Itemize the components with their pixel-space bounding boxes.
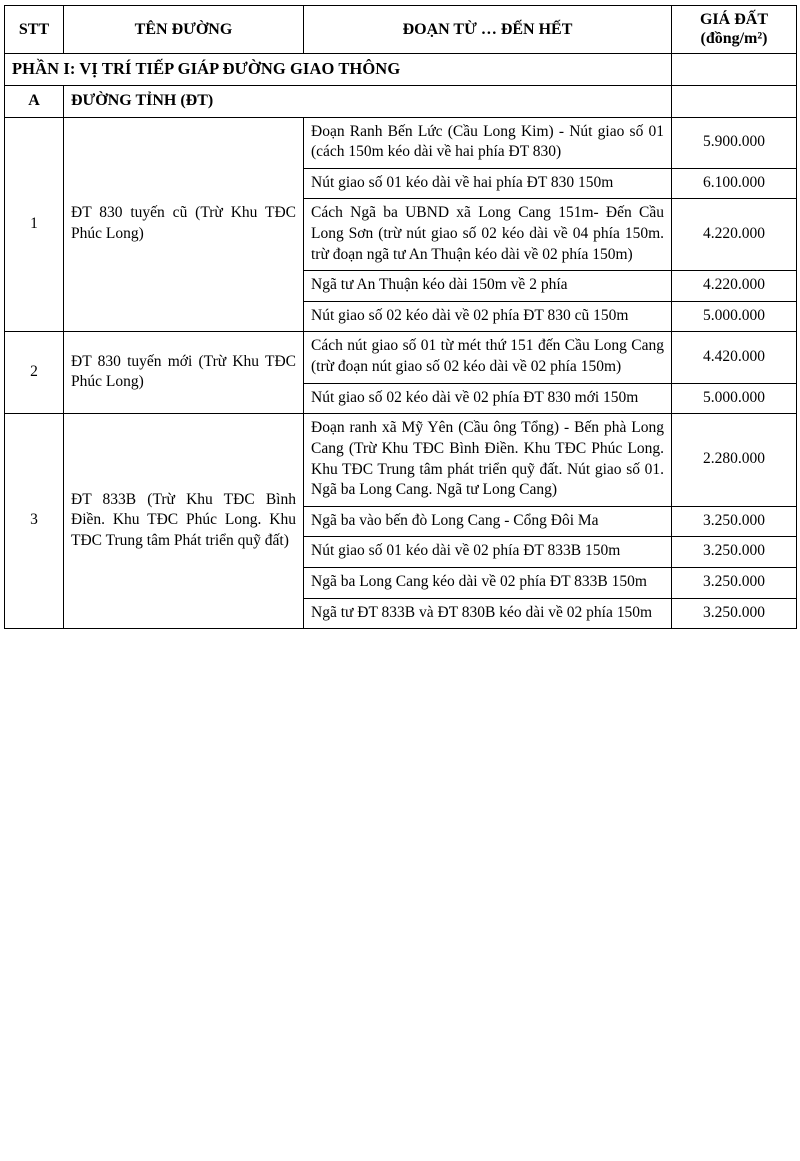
group-row (5, 86, 797, 117)
table-row (5, 414, 797, 506)
row-road-name: ĐT 833B (Trừ Khu TĐC Bình Điền. Khu TĐC Phúc Long. Khu TĐC Trung tâm Phát triển quỹ đất) (64, 414, 304, 629)
table-header (5, 6, 797, 54)
segment-price: 3.250.000 (672, 537, 797, 568)
column-header-segment: ĐOẠN TỪ … ĐẾN HẾT (304, 6, 672, 54)
column-header-stt: STT (5, 6, 64, 54)
header-row (5, 6, 797, 54)
segment-description: Ngã ba Long Cang kéo dài về 02 phía ĐT 833B 150m (304, 567, 672, 598)
row-stt: 1 (5, 117, 64, 332)
segment-price: 3.250.000 (672, 506, 797, 537)
segment-description: Ngã tư ĐT 833B và ĐT 830B kéo dài về 02 phía 150m (304, 598, 672, 629)
group-letter: A (5, 86, 64, 117)
column-header-road-name: TÊN ĐƯỜNG (64, 6, 304, 54)
segment-price: 4.420.000 (672, 332, 797, 383)
segment-description: Đoạn ranh xã Mỹ Yên (Cầu ông Tổng) - Bến phà Long Cang (Trừ Khu TĐC Bình Điền. Khu TĐC Phúc Long. Khu TĐC Trung tâm phát triển quỹ đất. Nút giao số 01. Ngã ba Long Cang. Ngã tư Long Cang) (304, 414, 672, 506)
row-road-name: ĐT 830 tuyến cũ (Trừ Khu TĐC Phúc Long) (64, 117, 304, 332)
segment-price: 5.900.000 (672, 117, 797, 168)
table-body (5, 54, 797, 629)
group-price-blank (672, 86, 797, 117)
segment-description: Ngã tư An Thuận kéo dài 150m về 2 phía (304, 271, 672, 302)
segment-description: Nút giao số 01 kéo dài về hai phía ĐT 830 150m (304, 168, 672, 199)
segment-price: 2.280.000 (672, 414, 797, 506)
row-road-name: ĐT 830 tuyến mới (Trừ Khu TĐC Phúc Long) (64, 332, 304, 414)
row-stt: 2 (5, 332, 64, 414)
section-price-blank (672, 54, 797, 86)
table-row (5, 117, 797, 168)
segment-description: Cách Ngã ba UBND xã Long Cang 151m- Đến Cầu Long Sơn (trừ nút giao số 02 kéo dài về 04 phía 150m. trừ đoạn ngã tư An Thuận kéo dài về 02 phía 150m) (304, 199, 672, 271)
segment-description: Nút giao số 01 kéo dài về 02 phía ĐT 833B 150m (304, 537, 672, 568)
segment-description: Ngã ba vào bến đò Long Cang - Cổng Đôi Ma (304, 506, 672, 537)
segment-price: 4.220.000 (672, 199, 797, 271)
row-stt: 3 (5, 414, 64, 629)
column-header-price-unit: (đồng/m²) (700, 30, 768, 48)
segment-description: Cách nút giao số 01 từ mét thứ 151 đến Cầu Long Cang (trừ đoạn nút giao số 02 kéo dài về 02 phía 150m) (304, 332, 672, 383)
column-header-price-title: GIÁ ĐẤT (699, 11, 768, 28)
land-price-table (4, 5, 797, 629)
segment-price: 5.000.000 (672, 383, 797, 414)
segment-price: 3.250.000 (672, 567, 797, 598)
segment-price: 5.000.000 (672, 301, 797, 332)
segment-price: 4.220.000 (672, 271, 797, 302)
section-row (5, 54, 797, 86)
segment-price: 3.250.000 (672, 598, 797, 629)
segment-description: Đoạn Ranh Bến Lức (Cầu Long Kim) - Nút giao số 01 (cách 150m kéo dài về hai phía ĐT 830) (304, 117, 672, 168)
table-row (5, 332, 797, 383)
group-title: ĐƯỜNG TỈNH (ĐT) (64, 86, 672, 117)
column-header-price (672, 6, 797, 54)
segment-description: Nút giao số 02 kéo dài về 02 phía ĐT 830 mới 150m (304, 383, 672, 414)
segment-description: Nút giao số 02 kéo dài về 02 phía ĐT 830 cũ 150m (304, 301, 672, 332)
section-title: PHẦN I: VỊ TRÍ TIẾP GIÁP ĐƯỜNG GIAO THÔNG (5, 54, 672, 86)
segment-price: 6.100.000 (672, 168, 797, 199)
